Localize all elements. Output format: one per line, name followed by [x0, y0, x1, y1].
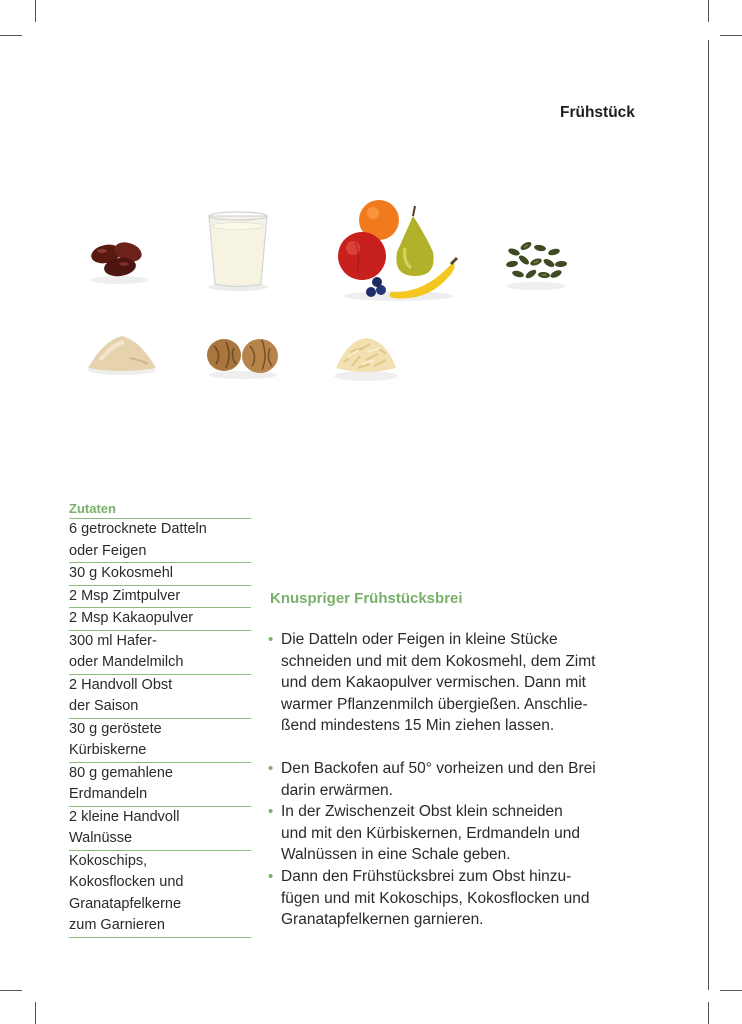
ingredient-line: 2 Msp Kakaopulver: [69, 610, 194, 626]
recipe-step: [268, 758, 688, 801]
ingredient-line: zum Garnieren: [69, 917, 165, 933]
ingredient-line: Kokoschips,: [69, 852, 148, 869]
recipe-steps: [268, 629, 688, 931]
ingredient-item: [69, 851, 251, 938]
ingredient-line: 80 g gemahlene: [69, 764, 173, 781]
step-line: und mit den Kürbiskernen, Erdmandeln und: [281, 824, 580, 842]
step-line: warmer Pflanzenmilch übergießen. Anschlie-: [281, 695, 588, 713]
ingredient-line: 30 g geröstete: [69, 720, 162, 737]
ingredients-title: Zutaten: [69, 498, 251, 519]
ingredient-line: 30 g Kokosmehl: [69, 565, 173, 581]
ingredient-item: [69, 763, 251, 807]
crop-mark: [0, 35, 22, 36]
ingredient-line: Erdmandeln: [69, 786, 148, 802]
ingredient-line: 2 Handvoll Obst: [69, 676, 173, 693]
ingredient-item: [69, 807, 251, 851]
ingredient-item: [69, 563, 251, 586]
crop-mark: [0, 990, 22, 991]
recipe-title: Knuspriger Frühstücksbrei: [270, 590, 463, 607]
bullet-icon: •: [268, 803, 274, 821]
recipe-step: [268, 629, 688, 737]
crop-mark: [720, 990, 742, 991]
step-line: ßend mindestens 15 Min ziehen lassen.: [281, 717, 555, 735]
ingredient-line: 2 kleine Handvoll: [69, 808, 180, 825]
step-line: Die Datteln oder Feigen in kleine Stücke: [281, 631, 558, 648]
flour-pile-icon: [84, 330, 160, 376]
pumpkin-seeds-icon: [502, 236, 570, 292]
step-line: Granatapfelkernen garnieren.: [281, 911, 484, 929]
recipe-step: [268, 866, 688, 931]
milk-glass-icon: [204, 210, 272, 292]
step-line: und dem Kakaopulver vermischen. Dann mit: [281, 674, 586, 692]
ingredient-line: der Saison: [69, 698, 139, 714]
step-line: Den Backofen auf 50° vorheizen und den Brei: [281, 759, 596, 777]
ingredient-line: 6 getrocknete Datteln: [69, 521, 207, 537]
step-line: Walnüssen in eine Schale geben.: [281, 846, 511, 864]
page-header: Frühstück: [560, 104, 635, 121]
ingredient-line: Granatapfelkerne: [69, 895, 182, 912]
bullet-icon: •: [268, 759, 274, 777]
bullet-icon: •: [268, 631, 274, 648]
ingredient-item: [69, 586, 251, 609]
fruit-bowl-icon: [333, 198, 463, 302]
ingredient-line: Kürbiskerne: [69, 742, 147, 758]
ingredient-item: [69, 719, 251, 763]
crop-mark: [35, 1002, 36, 1024]
step-line: darin erwärmen.: [281, 781, 393, 799]
step-line: In der Zwischenzeit Obst klein schneiden: [281, 803, 563, 821]
ingredient-line: Kokosflocken und: [69, 874, 184, 890]
coconut-flakes-icon: [330, 332, 402, 382]
step-line: Dann den Frühstücksbrei zum Obst hinzu-: [281, 867, 572, 885]
ingredients-list: [69, 498, 251, 938]
walnuts-icon: [204, 334, 282, 380]
ingredient-item: [69, 608, 251, 631]
recipe-step: [268, 801, 688, 866]
crop-mark: [708, 1002, 709, 1024]
dates-icon: [84, 232, 154, 286]
ingredient-item: [69, 675, 251, 719]
ingredient-line: 300 ml Hafer-: [69, 632, 157, 649]
bullet-icon: •: [268, 867, 274, 885]
step-line: schneiden und mit dem Kokosmehl, dem Zimt: [281, 652, 596, 670]
crop-mark: [708, 0, 709, 22]
crop-mark: [35, 0, 36, 22]
ingredient-line: 2 Msp Zimtpulver: [69, 587, 181, 604]
ingredient-line: oder Feigen: [69, 542, 147, 559]
step-line: fügen und mit Kokoschips, Kokosflocken und: [281, 889, 590, 907]
ingredient-item: [69, 631, 251, 675]
ingredient-line: Walnüsse: [69, 830, 133, 846]
ingredient-line: oder Mandelmilch: [69, 654, 184, 670]
crop-mark: [720, 35, 742, 36]
ingredient-item: [69, 519, 251, 563]
crop-mark: [708, 40, 709, 990]
